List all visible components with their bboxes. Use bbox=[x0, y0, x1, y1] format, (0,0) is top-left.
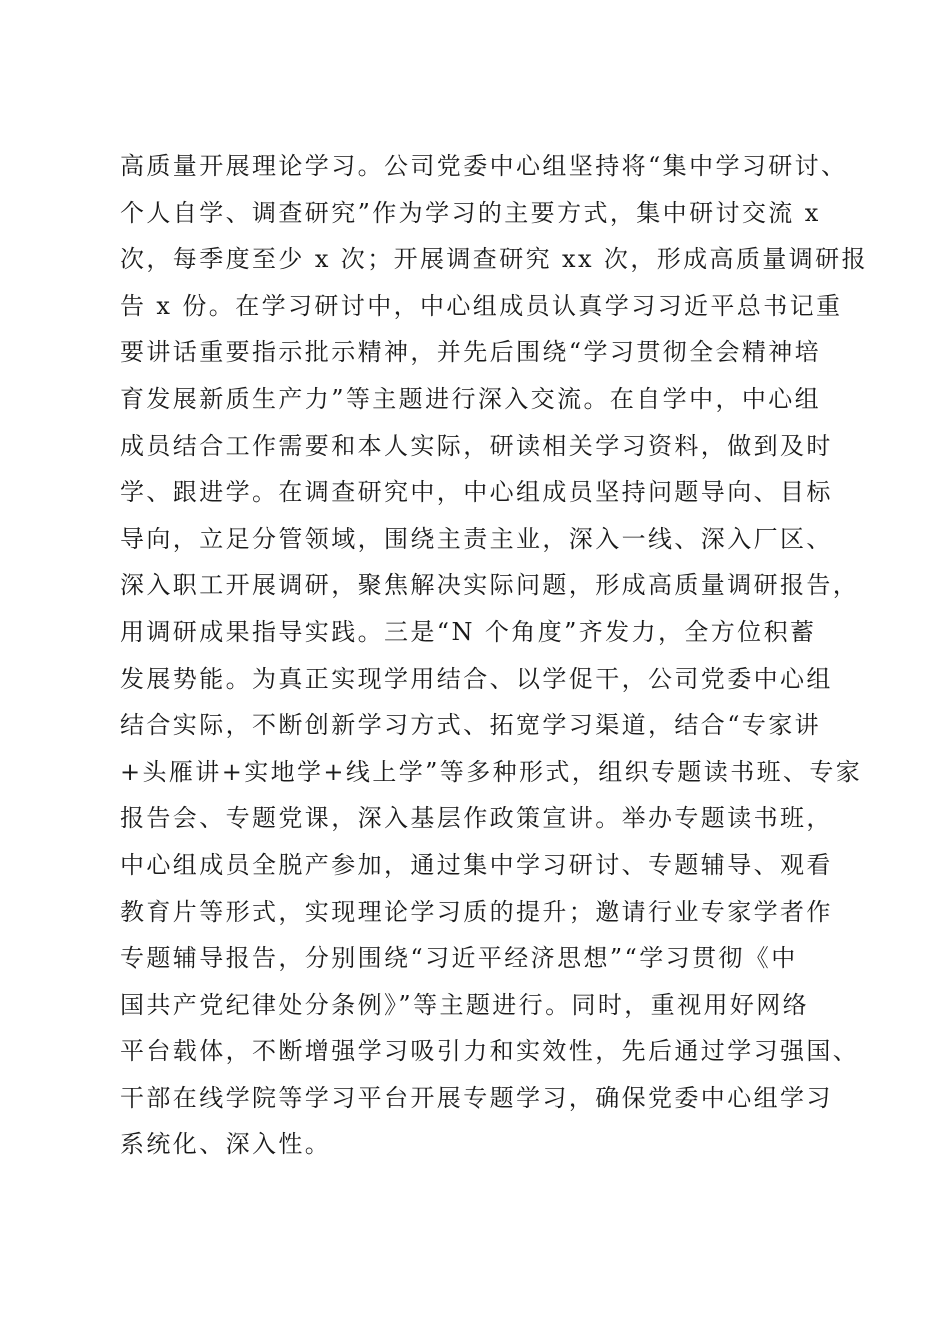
body-paragraph bbox=[120, 143, 868, 1168]
text-line: 平台载体，不断增强学习吸引力和实效性，先后通过学习强国、 bbox=[120, 1037, 860, 1066]
text-line: 告 x 份。在学习研讨中，中心组成员认真学习习近平总书记重 bbox=[120, 291, 843, 320]
text-line: 结合实际，不断创新学习方式、拓宽学习渠道，结合“专家讲 bbox=[120, 711, 822, 740]
text-line: 成员结合工作需要和本人实际，研读相关学习资料，做到及时 bbox=[120, 431, 833, 460]
text-line: 教育片等形式，实现理论学习质的提升；邀请行业专家学者作 bbox=[120, 897, 833, 926]
text-line: 系统化、深入性。 bbox=[120, 1130, 332, 1159]
text-line: +头雁讲+实地学+线上学”等多种形式，组织专题读书班、专家 bbox=[120, 757, 863, 786]
text-line: 深入职工开展调研，聚焦解决实际问题，形成高质量调研报告， bbox=[120, 571, 860, 600]
text-line: 高质量开展理论学习。公司党委中心组坚持将“集中学习研讨、 bbox=[120, 152, 848, 180]
text-line: 次，每季度至少 x 次；开展调查研究 xx 次，形成高质量调研报 bbox=[120, 245, 868, 274]
text-line: 个人自学、调查研究”作为学习的主要方式，集中研讨交流 x bbox=[120, 198, 821, 227]
text-line: 要讲话重要指示批示精神，并先后围绕“学习贯彻全会精神培 bbox=[120, 338, 822, 367]
text-line: 学、跟进学。在调查研究中，中心组成员坚持问题导向、目标 bbox=[120, 478, 833, 507]
text-line: 用调研成果指导实践。三是“N 个角度”齐发力，全方位积蓄 bbox=[120, 617, 817, 646]
text-line: 发展势能。为真正实现学用结合、以学促干，公司党委中心组 bbox=[120, 664, 833, 693]
text-line: 报告会、专题党课，深入基层作政策宣讲。举办专题读书班， bbox=[120, 804, 833, 833]
text-line: 国共产党纪律处分条例》”等主题进行。同时，重视用好网络 bbox=[120, 990, 810, 1019]
text-line: 育发展新质生产力”等主题进行深入交流。在自学中，中心组 bbox=[120, 384, 822, 413]
text-line: 干部在线学院等学习平台开展专题学习，确保党委中心组学习 bbox=[120, 1083, 833, 1112]
text-line: 导向，立足分管领域，围绕主责主业，深入一线、深入厂区、 bbox=[120, 524, 833, 553]
text-line: 专题辅导报告，分别围绕“习近平经济思想”“学习贯彻《中 bbox=[120, 944, 798, 973]
text-line: 中心组成员全脱产参加，通过集中学习研讨、专题辅导、观看 bbox=[120, 850, 833, 879]
